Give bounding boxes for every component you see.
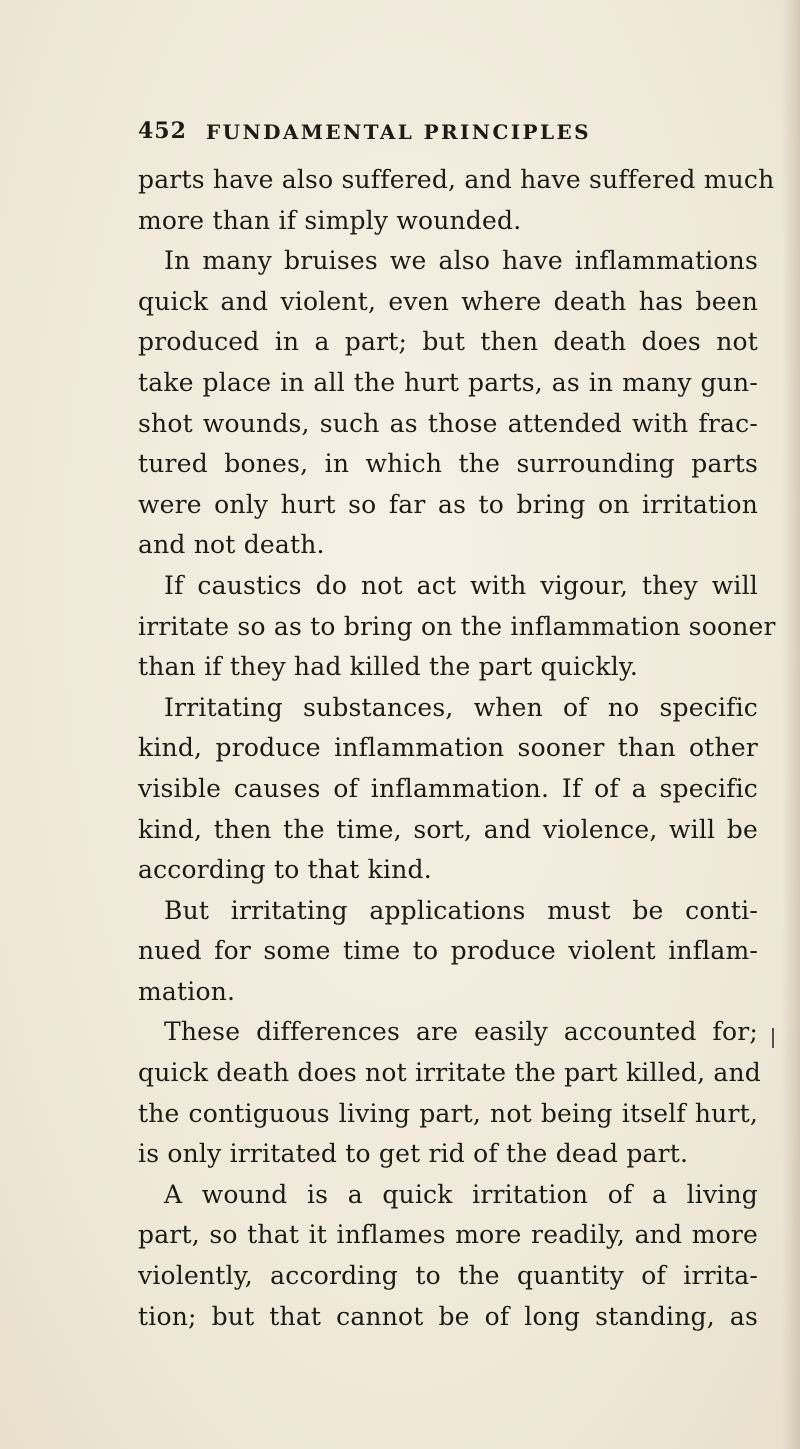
text-line: mation.	[138, 976, 236, 1006]
text-line: tion; but that cannot be of long standing, as	[138, 1301, 758, 1331]
text-line: visible causes of inflammation. If of a specific	[138, 773, 758, 803]
text-line: the contiguous living part, not being itself hurt,	[138, 1098, 758, 1128]
text-line: part, so that it inflames more readily, and more	[138, 1220, 758, 1250]
text-line: is only irritated to get rid of the dead part.	[138, 1139, 689, 1169]
text-line: If caustics do not act with vigour, they will	[164, 570, 758, 600]
text-line: tured bones, in which the surrounding parts	[138, 449, 758, 479]
text-line: than if they had killed the part quickly.	[138, 652, 639, 682]
text-line: more than if simply wounded.	[138, 205, 522, 235]
page-number: 452	[138, 118, 187, 144]
margin-mark	[772, 1028, 774, 1048]
text-line: and not death.	[138, 530, 325, 560]
text-line: irritate so as to bring on the inflammation sooner	[138, 611, 776, 641]
text-line: In many bruises we also have inflammations	[164, 246, 758, 276]
text-line: produced in a part; but then death does not	[138, 327, 758, 357]
text-line: kind, then the time, sort, and violence, will be	[138, 814, 758, 844]
running-title: FUNDAMENTAL PRINCIPLES	[206, 120, 591, 144]
text-line: nued for some time to produce violent inflam-	[138, 936, 758, 966]
text-line: violently, according to the quantity of irrita-	[138, 1261, 758, 1291]
text-line: A wound is a quick irritation of a living	[164, 1179, 758, 1209]
text-line: These differences are easily accounted for;	[164, 1017, 758, 1047]
text-line: Irritating substances, when of no specific	[164, 692, 758, 722]
text-line: were only hurt so far as to bring on irritation	[138, 489, 758, 519]
text-line: according to that kind.	[138, 855, 432, 885]
text-line: kind, produce inflammation sooner than other	[138, 733, 758, 763]
text-line: parts have also suffered, and have suffered much	[138, 165, 775, 194]
text-line: But irritating applications must be conti-	[164, 895, 758, 925]
text-line: quick and violent, even where death has been	[138, 286, 758, 316]
text-line: quick death does not irritate the part killed, and	[138, 1058, 761, 1088]
body-text	[138, 160, 776, 1337]
page-edge-shadow	[782, 0, 800, 1449]
text-line: shot wounds, such as those attended with frac-	[138, 408, 758, 438]
text-line: take place in all the hurt parts, as in many gun-	[138, 367, 758, 397]
running-head	[138, 118, 758, 152]
